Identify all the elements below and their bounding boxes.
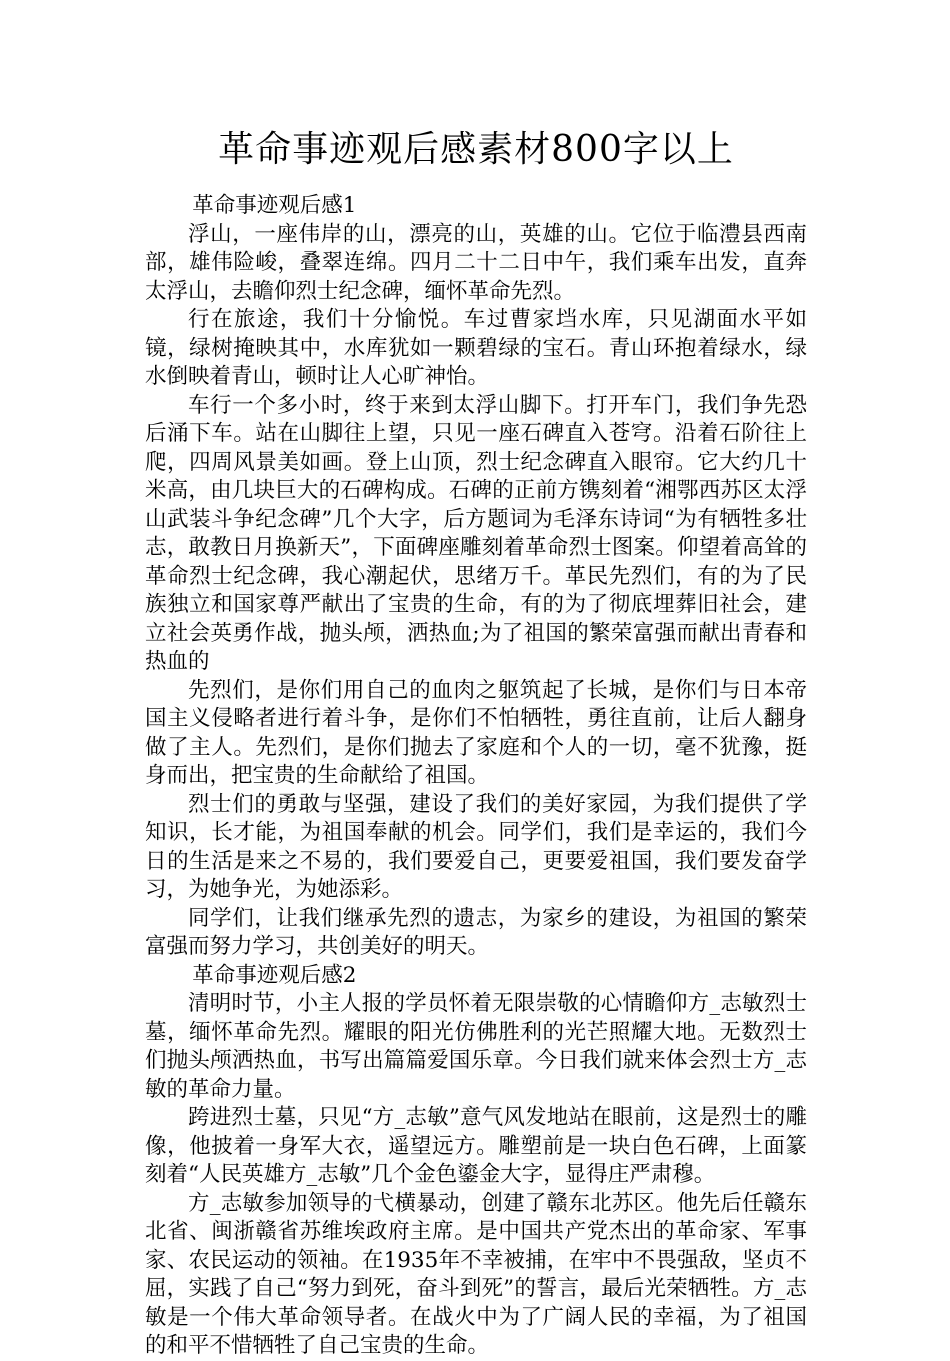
section-heading-1: 革命事迹观后感1 [192, 193, 357, 218]
document-title: 革命事迹观后感素材800字以上 [218, 129, 734, 170]
document-body [145, 192, 807, 1361]
paragraph: 清明时节，小主人报的学员怀着无限崇敬的心情瞻仰方_志敏烈士墓，缅怀革命先烈。耀眼的阳光仿佛胜利的光芒照耀大地。无数烈士们抛头颅洒热血，书写出篇篇爱国乐章。今日我们就来体会烈士方_志敏的革命力量。 [145, 991, 807, 1102]
document-page [145, 120, 807, 1361]
paragraph: 先烈们，是你们用自己的血肉之躯筑起了长城，是你们与日本帝国主义侵略者进行着斗争，是你们不怕牺牲，勇往直前，让后人翻身做了主人。先烈们，是你们抛去了家庭和个人的一切，毫不犹豫，挺身而出，把宝贵的生命献给了祖国。 [145, 677, 807, 788]
paragraph: 行在旅途，我们十分愉悦。车过曹家垱水库，只见湖面水平如镜，绿树掩映其中，水库犹如一颗碧绿的宝石。青山环抱着绿水，绿水倒映着青山，顿时让人心旷神怡。 [145, 307, 807, 389]
section-heading-2: 革命事迹观后感2 [192, 962, 357, 988]
paragraph: 方_志敏参加领导的弋横暴动，创建了赣东北苏区。他先后任赣东北省、闽浙赣省苏维埃政府主席。是中国共产党杰出的革命家、军事家、农民运动的领袖。在1935年不幸被捕，在牢中不畏强敌，坚贞不屈，实践了自己“努力到死，奋斗到死”的誓言，最后光荣牺牲。方_志敏是一个伟大革命领导者。在战火中为了广阔人民的幸福，为了祖国的和平不惜牺牲了自己宝贵的生命。 [145, 1190, 807, 1358]
paragraph: 车行一个多小时，终于来到太浮山脚下。打开车门，我们争先恐后涌下车。站在山脚往上望，只见一座石碑直入苍穹。沿着石阶往上爬，四周风景美如画。登上山顶，烈士纪念碑直入眼帘。它大约几十米高，由几块巨大的石碑构成。石碑的正前方镌刻着“湘鄂西苏区太浮山武装斗争纪念碑”几个大字，后方题词为毛泽东诗词“为有牺牲多壮志，敢教日月换新天”，下面碑座雕刻着革命烈士图案。仰望着高耸的革命烈士纪念碑，我心潮起伏，思绪万千。革民先烈们，有的为了民族独立和国家尊严献出了宝贵的生命，有的为了彻底埋葬旧社会，建立社会英勇作战，抛头颅，洒热血;为了祖国的繁荣富强而献出青春和热血的 [145, 392, 807, 674]
paragraph: 烈士们的勇敢与坚强，建设了我们的美好家园，为我们提供了学知识，长才能，为祖国奉献的机会。同学们，我们是幸运的，我们今日的生活是来之不易的，我们要爱自己，更要爱祖国，我们要发奋学习，为她争光，为她添彩。 [145, 791, 807, 902]
paragraph: 浮山，一座伟岸的山，漂亮的山，英雄的山。它位于临澧县西南部，雄伟险峻，叠翠连绵。四月二十二日中午，我们乘车出发，直奔太浮山，去瞻仰烈士纪念碑，缅怀革命先烈。 [145, 221, 807, 304]
paragraph: 跨进烈士墓，只见“方_志敏”意气风发地站在眼前，这是烈士的雕像，他披着一身军大衣，遥望远方。雕塑前是一块白色石碑，上面篆刻着“人民英雄方_志敏”几个金色鎏金大字，显得庄严肃穆。 [145, 1105, 807, 1187]
paragraph: 同学们，让我们继承先烈的遗志，为家乡的建设，为祖国的繁荣富强而努力学习，共创美好的明天。 [145, 905, 807, 959]
